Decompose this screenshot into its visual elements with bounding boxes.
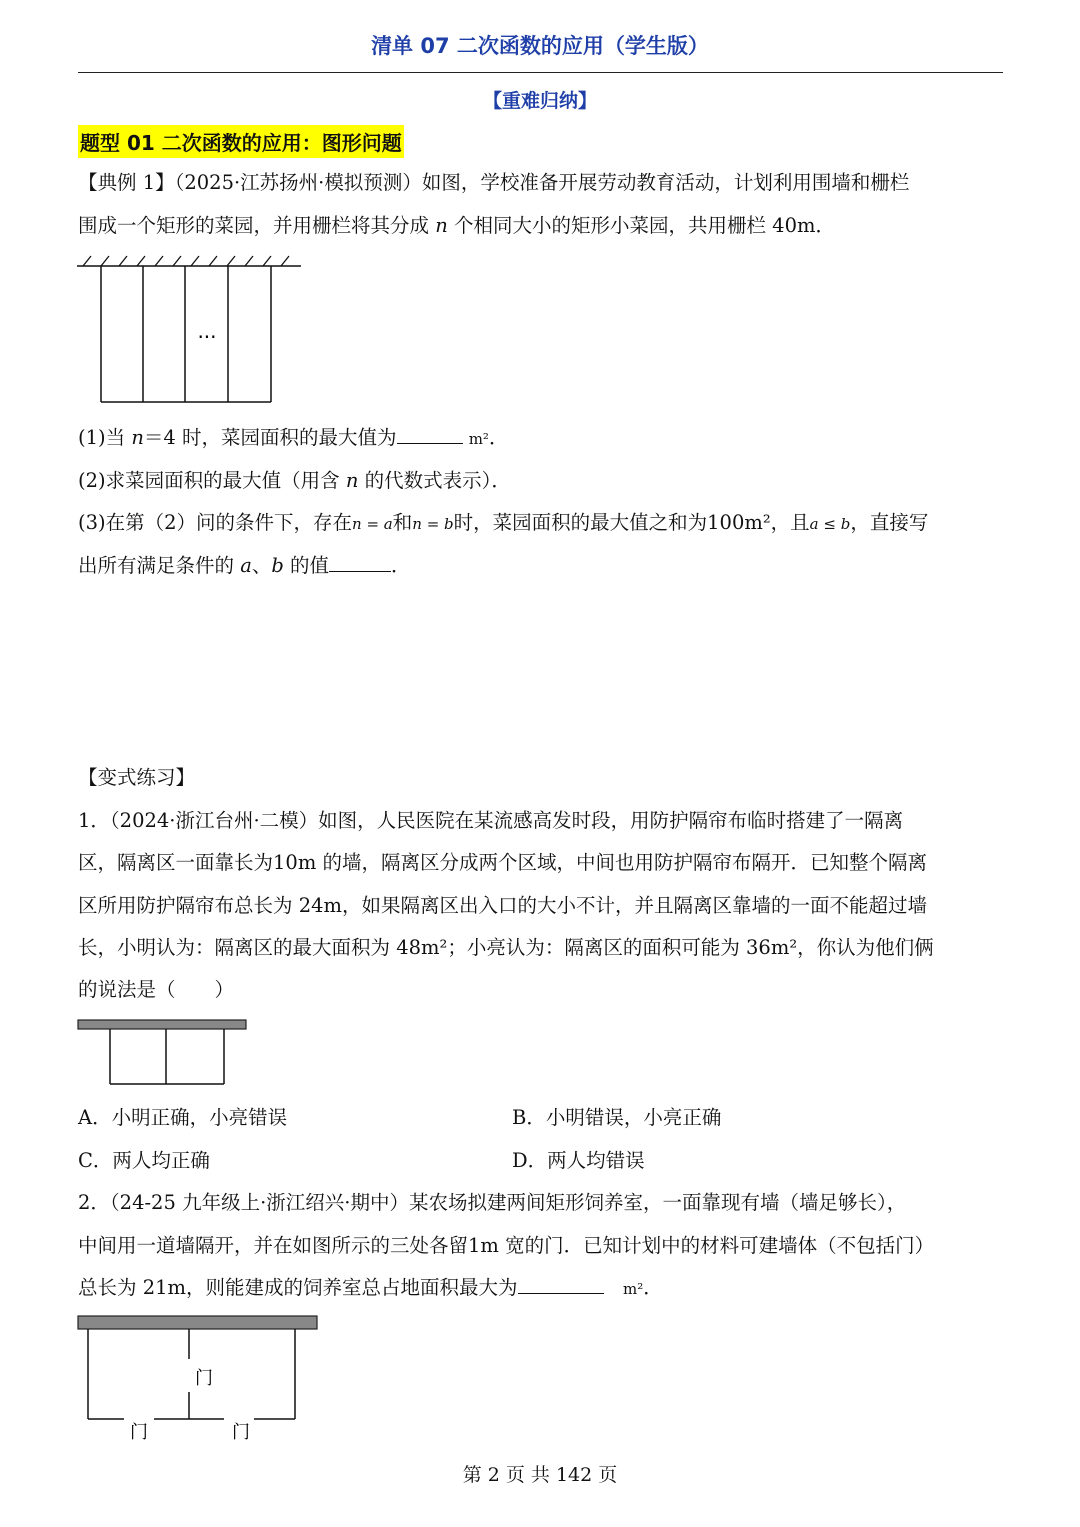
problem1-line5: 的说法是（ ）: [78, 978, 235, 1001]
option-a: A．小明正确，小亮错误: [78, 1106, 288, 1129]
problem1-line2: 区，隔离区一面靠长为10m 的墙，隔离区分成两个区域，中间也用防护隔帘布隔开．已知整个隔离: [78, 851, 928, 874]
header-divider: [78, 72, 1003, 73]
farm-figure: [76, 1314, 322, 1446]
question-2: (2)求菜园面积的最大值（用含 n 的代数式表示）．: [78, 469, 511, 492]
answer-blank-3: [329, 551, 391, 572]
garden-dots: ···: [197, 325, 217, 349]
problem2-line2: 中间用一道墙隔开，并在如图所示的三处各留1m 宽的门．已知计划中的材料可建墙体（不包括门）: [78, 1234, 935, 1257]
option-d: D．两人均错误: [512, 1149, 645, 1172]
problem2-line3: 总长为 21m，则能建成的饲养室总占地面积最大为 m²．: [78, 1273, 1003, 1304]
problem1-line1: 1．（2024·浙江台州·二模）如图，人民医院在某流感高发时段，用防护隔帘布临时搭建了一隔离: [78, 809, 904, 832]
practice-label: 【变式练习】: [78, 766, 196, 789]
example1-line1: 【典例 1】（2025·江苏扬州·模拟预测）如图，学校准备开展劳动教育活动，计划利用围墙和栅栏: [78, 171, 910, 194]
question-3-line1: (3)在第（2）问的条件下，存在n = a和n = b时，菜园面积的最大值之和为100m²，且a ≤ b，直接写: [78, 511, 929, 534]
question-1: (1)当 n＝4 时，菜园面积的最大值为 m²．: [78, 423, 1003, 454]
type-heading: 题型 01 二次函数的应用：图形问题: [78, 125, 404, 158]
door-label-middle: 门: [195, 1368, 213, 1389]
page-footer: 第 2 页 共 142 页: [462, 1464, 618, 1486]
question-3-line2: 出所有满足条件的 a、b 的值 ．: [78, 551, 1003, 581]
isolation-figure: [76, 1018, 251, 1088]
garden-figure: [75, 252, 305, 408]
option-b: B．小明错误，小亮正确: [512, 1106, 722, 1129]
wall-hatching: [83, 256, 289, 266]
document-title: 清单 07 二次函数的应用（学生版）: [371, 34, 709, 58]
answer-blank-1: [397, 423, 463, 444]
problem1-line3: 区所用防护隔帘布总长为 24m，如果隔离区出入口的大小不计，并且隔离区靠墙的一面不能超过墙: [78, 894, 928, 917]
problem1-line4: 长，小明认为：隔离区的最大面积为 48m²；小亮认为：隔离区的面积可能为 36m²，你认为他们俩: [78, 936, 934, 959]
section-label: 【重难归纳】: [482, 90, 597, 112]
problem2-line1: 2．（24-25 九年级上·浙江绍兴·期中）某农场拟建两间矩形饲养室，一面靠现有墙（墙足够长），: [78, 1191, 907, 1214]
answer-blank-p2: [518, 1273, 604, 1294]
fence-lines: [101, 266, 271, 402]
door-label-left: 门: [130, 1422, 148, 1443]
option-c: C．两人均正确: [78, 1149, 210, 1172]
door-label-right: 门: [232, 1422, 250, 1443]
example1-line2: 围成一个矩形的菜园，并用栅栏将其分成 n 个相同大小的矩形小菜园，共用栅栏 40m．: [78, 214, 835, 237]
